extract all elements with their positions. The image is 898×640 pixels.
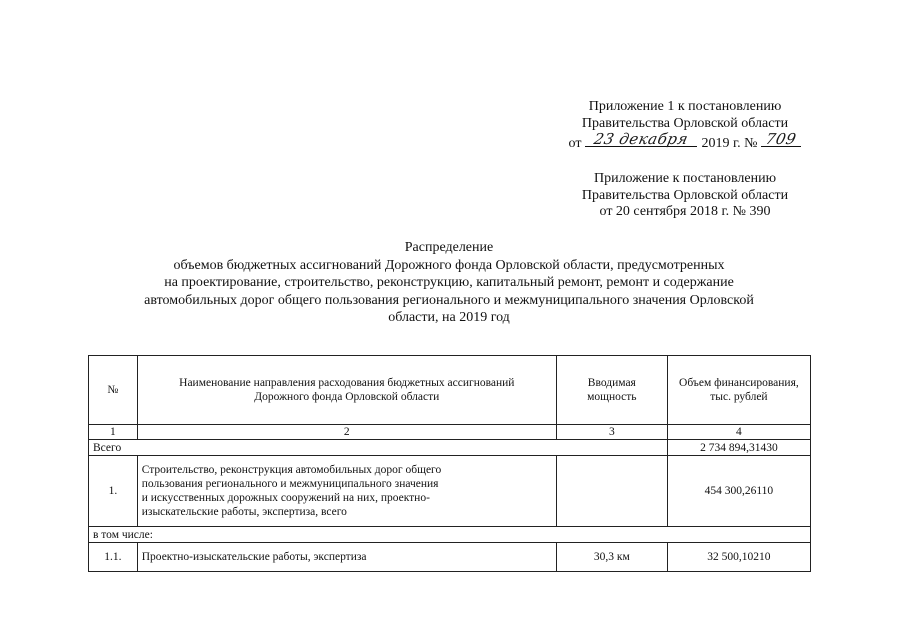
header-name [137, 356, 556, 425]
appendix-2-line-2: Правительства Орловской области [581, 187, 789, 203]
handwritten-number: 709 [764, 129, 799, 148]
total-value: 2 734 894,31430 [667, 440, 810, 456]
row-1-value: 454 300,26110 [667, 456, 810, 527]
header-capacity-line-2: мощность [587, 391, 637, 403]
header-num: № [89, 356, 138, 425]
header-name-line-2: Дорожного фонда Орловской области [254, 391, 440, 403]
column-index-3: 3 [556, 425, 667, 440]
column-index-4: 4 [667, 425, 810, 440]
table-row [89, 543, 811, 572]
appendix-1-header [520, 99, 850, 153]
date-year: 2019 г. № [701, 136, 758, 151]
row-1-name [137, 456, 556, 527]
title-line-1: Распределение [404, 240, 494, 255]
column-index-2: 2 [137, 425, 556, 440]
row-1-1-num: 1.1. [89, 543, 138, 572]
appendix-1-line-2: Правительства Орловской области [581, 115, 789, 131]
header-volume-line-1: Объем финансирования, [679, 377, 799, 389]
header-capacity [556, 356, 667, 425]
including-label: в том числе: [89, 527, 811, 543]
table-header-row [89, 356, 811, 425]
row-1-name-line-1: Строительство, реконструкция автомобильных дорог общего [141, 464, 442, 476]
total-label: Всего [89, 440, 668, 456]
number-blank [761, 129, 801, 148]
appendix-2-header [520, 171, 850, 221]
date-prefix: от [568, 136, 582, 151]
total-row [89, 440, 811, 456]
row-1-name-line-2: пользования регионального и межмуниципального значения [141, 478, 439, 490]
appendix-2-line-3: от 20 сентября 2018 г. № 390 [599, 204, 771, 219]
header-capacity-line-1: Вводимая [587, 377, 636, 389]
row-1-name-line-4: изыскательские работы, экспертиза, всего [141, 506, 347, 518]
row-1-num: 1. [89, 456, 138, 527]
column-index-row [89, 425, 811, 440]
row-1-capacity [556, 456, 667, 527]
budget-table [88, 355, 811, 572]
title-line-4: автомобильных дорог общего пользования регионального и межмуниципального значения Орловской [144, 292, 754, 308]
row-1-1-name: Проектно-изыскательские работы, экспертиза [137, 543, 556, 572]
date-blank [585, 129, 697, 148]
row-1-1-value: 32 500,10210 [667, 543, 810, 572]
appendix-1-date-line [520, 129, 850, 153]
including-row [89, 527, 811, 543]
title-line-5: области, на 2019 год [388, 310, 510, 325]
title-line-3: на проектирование, строительство, реконструкцию, капитальный ремонт, ремонт и содержание [164, 275, 734, 290]
header-volume-line-2: тыс. рублей [710, 391, 768, 403]
header-name-line-1: Наименование направления расходования бюджетных ассигнований [179, 377, 515, 389]
header-volume [667, 356, 810, 425]
appendix-1-line-1: Приложение 1 к постановлению [588, 99, 782, 114]
row-1-1-capacity: 30,3 км [556, 543, 667, 572]
table-row [89, 456, 811, 527]
appendix-2-line-1: Приложение к постановлению [593, 171, 777, 186]
handwritten-date: 23 декабря [592, 129, 691, 148]
column-index-1: 1 [89, 425, 138, 440]
document-title [90, 239, 808, 327]
row-1-name-line-3: и искусственных дорожных сооружений на них, проектно- [141, 492, 430, 504]
title-line-2: объемов бюджетных ассигнований Дорожного фонда Орловской области, предусмотренных [173, 257, 725, 273]
